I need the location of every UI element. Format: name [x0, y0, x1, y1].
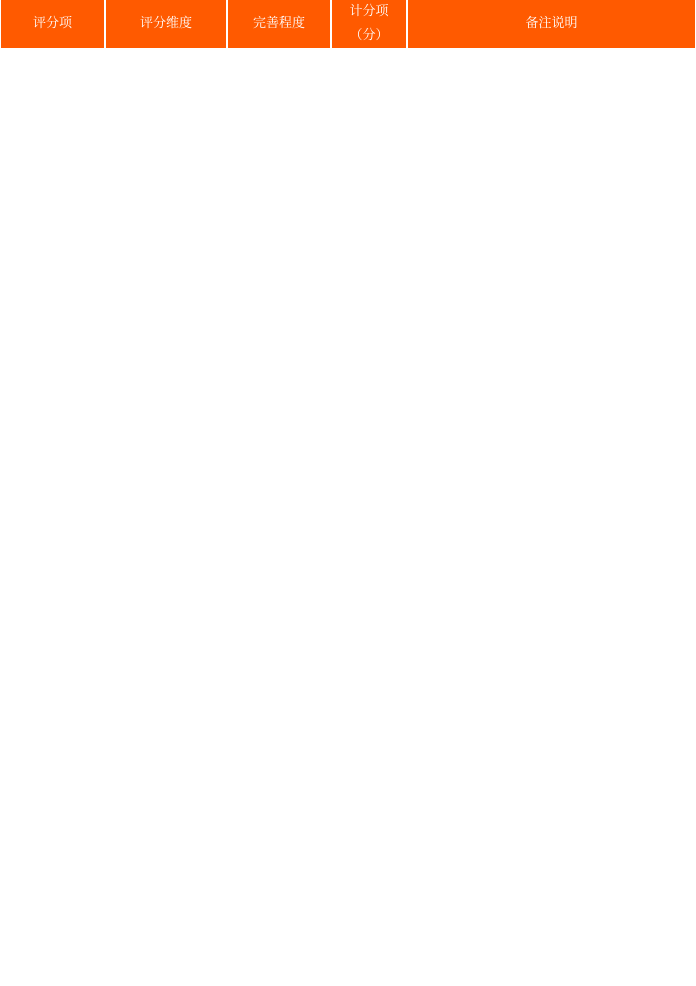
header-points-label: 计分项: [349, 4, 389, 19]
scoring-table: [0, 0, 696, 50]
header-scoring-dimension-label: 评分维度: [139, 16, 192, 31]
header-completeness: [228, 0, 332, 50]
header-completeness-label: 完善程度: [252, 16, 305, 31]
header-row: [0, 0, 696, 50]
header-remarks: [408, 0, 696, 50]
header-remarks-label: 备注说明: [525, 16, 578, 31]
header-scoring-dimension: [106, 0, 228, 50]
header-points-unit: （分）: [349, 28, 389, 43]
header-scoring-item-label: 评分项: [32, 16, 72, 31]
header-scoring-item: [0, 0, 106, 50]
header-points: [332, 0, 408, 50]
table-header: [0, 0, 696, 50]
